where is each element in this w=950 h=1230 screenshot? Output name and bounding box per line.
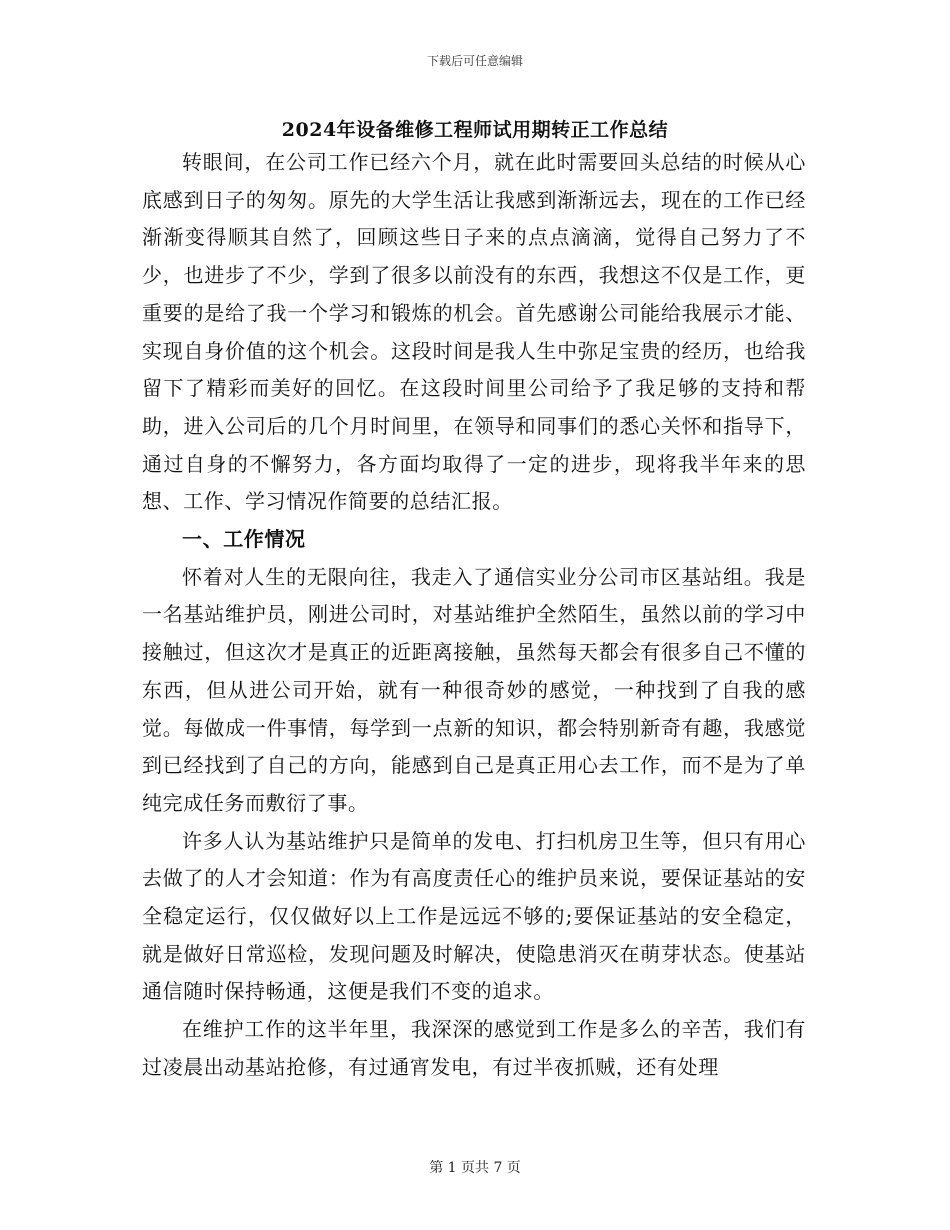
section-paragraph: 在维护工作的这半年里，我深深的感觉到工作是多么的辛苦，我们有过凌晨出动基站抢修，有过通宵发电，有过半夜抓贼，还有处理 <box>142 1017 806 1079</box>
section-paragraph: 许多人认为基站维护只是简单的发电、打扫机房卫生等，但只有用心去做了的人才会知道：作为有高度责任心的维护员来说，要保证基站的安全稳定运行，仅仅做好以上工作是远远不够的;要保证基站的安全稳定，就是做好日常巡检，发现问题及时解决，使隐患消灭在萌芽状态。使基站通信随时保持畅通，这便是我们不变的追求。 <box>142 828 806 1004</box>
section-paragraph: 怀着对人生的无限向往，我走入了通信实业分公司市区基站组。我是一名基站维护员，刚进公司时，对基站维护全然陌生，虽然以前的学习中接触过，但这次才是真正的近距离接触，虽然每天都会有很多自己不懂的东西，但从进公司开始，就有一种很奇妙的感觉，一种找到了自我的感觉。每做成一件事情，每学到一点新的知识，都会特别新奇有趣，我感觉到已经找到了自己的方向，能感到自己是真正用心去工作，而不是为了单纯完成任务而敷衍了事。 <box>142 564 806 815</box>
document-title: 2024年设备维修工程师试用期转正工作总结 <box>281 119 669 141</box>
page-number-footer: 第 1 页共 7 页 <box>429 1160 521 1176</box>
page-header-note: 下载后可任意编辑 <box>426 54 523 68</box>
document-body <box>142 144 806 1087</box>
intro-paragraph: 转眼间，在公司工作已经六个月，就在此时需要回头总结的时候从心底感到日子的匆匆。原先的大学生活让我感到渐渐远去，现在的工作已经渐渐变得顺其自然了，回顾这些日子来的点点滴滴，觉得自己努力了不少，也进步了不少，学到了很多以前没有的东西，我想这不仅是工作，更重要的是给了我一个学习和锻炼的机会。首先感谢公司能给我展示才能、实现自身价值的这个机会。这段时间是我人生中弥足宝贵的经历，也给我留下了精彩而美好的回忆。在这段时间里公司给予了我足够的支持和帮助，进入公司后的几个月时间里，在领导和同事们的悉心关怀和指导下，通过自身的不懈努力，各方面均取得了一定的进步，现将我半年来的思想、工作、学习情况作简要的总结汇报。 <box>142 150 806 514</box>
section-heading-work: 一、工作情况 <box>182 527 306 552</box>
